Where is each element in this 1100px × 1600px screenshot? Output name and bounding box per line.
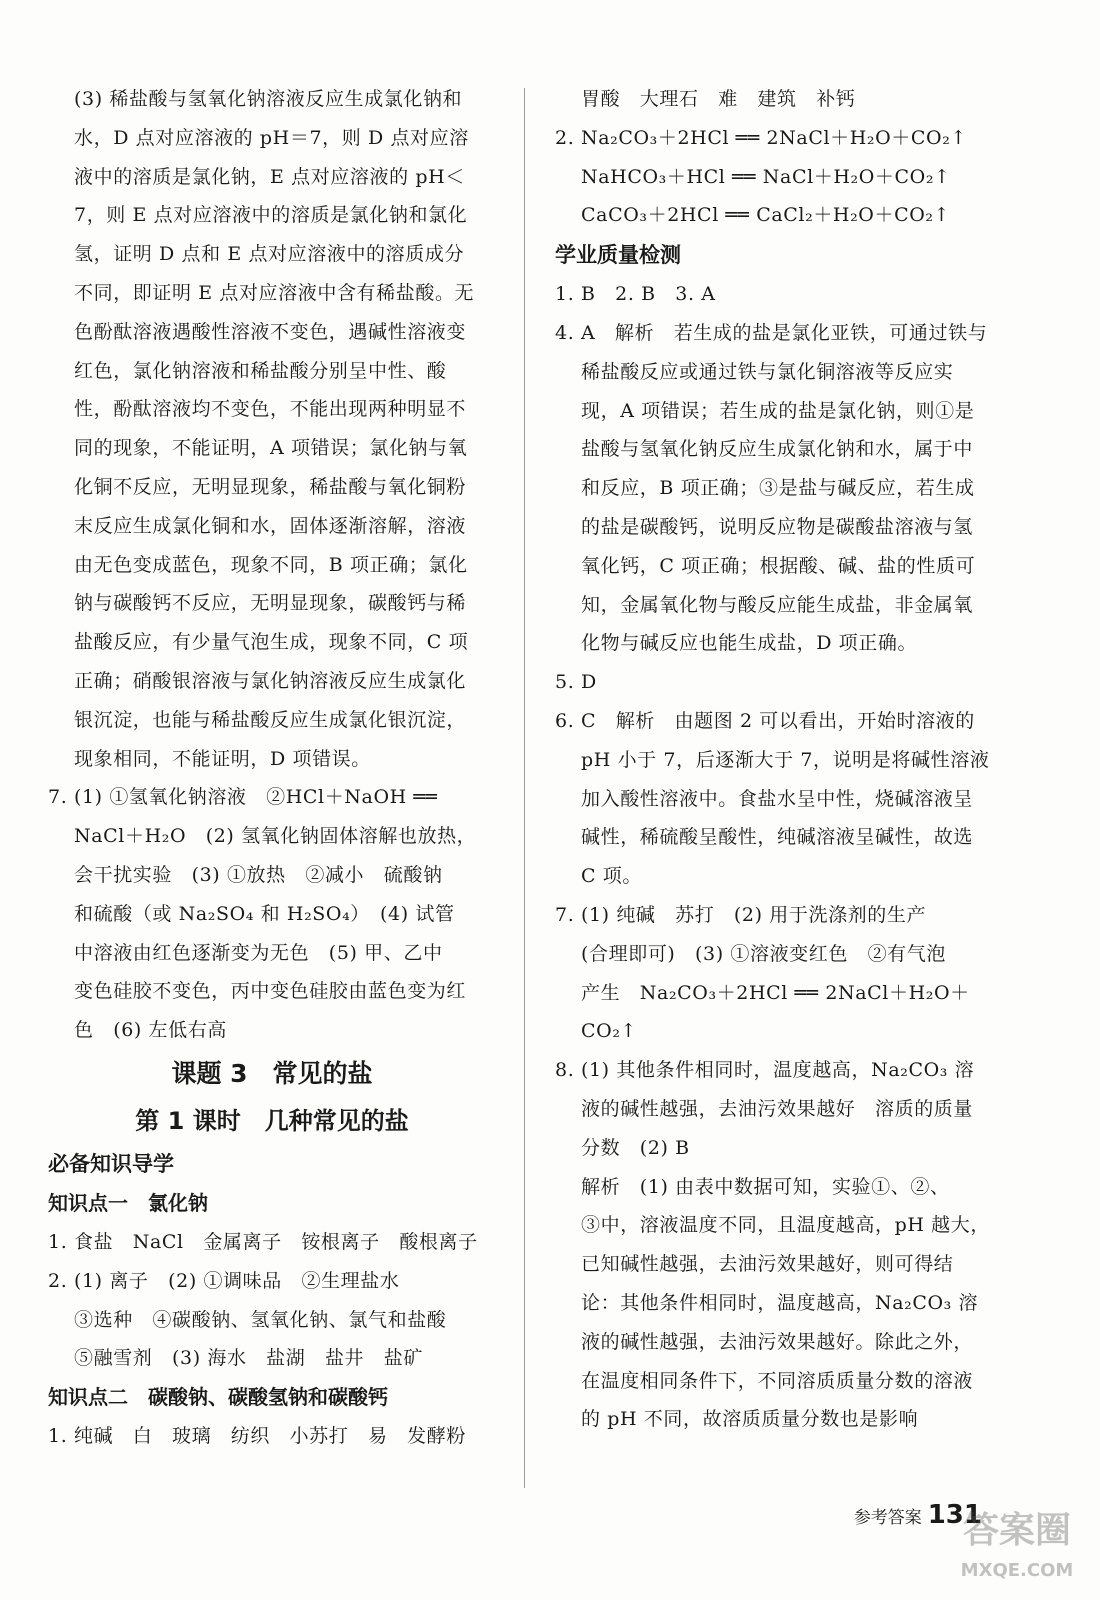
left-column [48, 80, 496, 1456]
left-text-line: 和硫酸（或 Na₂SO₄ 和 H₂SO₄） (4) 试管 [74, 902, 455, 925]
right-text-line: ③中，溶液温度不同，且温度越高，pH 越大， [581, 1214, 990, 1237]
right-text-line: 1. B 2. B 3. A [555, 283, 716, 306]
right-text-line: 已知碱性越强，去油污效果越好，则可得结 [581, 1253, 954, 1276]
left-text-line: 正确；硝酸银溶液与氯化钠溶液反应生成氯化 [74, 669, 467, 692]
right-text-line: 碱性，稀硫酸呈酸性，纯碱溶液呈碱性，故选 [581, 826, 974, 849]
left-text-line: 末反应生成氯化铜和水，固体逐渐溶解，溶液 [74, 514, 467, 537]
right-text-line: pH 小于 7，后逐渐大于 7，说明是将碱性溶液 [581, 748, 990, 771]
right-text-line: 分数 (2) B [581, 1136, 690, 1159]
left-knowledge-point-heading: 知识点一 氯化钠 [48, 1190, 208, 1215]
left-text-line: ⑤融雪剂 (3) 海水 盐湖 盐井 盐矿 [74, 1347, 423, 1370]
left-text-line: 色酚酞溶液遇酸性溶液不变色，遇碱性溶液变 [74, 320, 467, 343]
right-text-line: 在温度相同条件下，不同溶质质量分数的溶液 [581, 1369, 974, 1392]
right-text-line: 的 pH 不同，故溶质质量分数也是影响 [581, 1408, 919, 1431]
right-text-line: CaCO₃＋2HCl ══ CaCl₂＋H₂O＋CO₂↑ [581, 204, 951, 227]
watermark-url: MXQE.COM [960, 1560, 1074, 1581]
left-text-line: 红色，氯化钠溶液和稀盐酸分别呈中性、酸 [74, 359, 447, 382]
right-text-line: 产生 Na₂CO₃＋2HCl ══ 2NaCl＋H₂O＋ [581, 981, 970, 1004]
right-text-line: 解析 (1) 由表中数据可知，实验①、②、 [581, 1175, 950, 1198]
right-text-line: 液的碱性越强，去油污效果越好。除此之外， [581, 1330, 974, 1353]
right-text-line: 4. A 解析 若生成的盐是氯化亚铁，可通过铁与 [555, 321, 988, 344]
left-text-line: 同的现象，不能证明，A 项错误；氯化钠与氧 [74, 437, 468, 460]
right-text-line: C 项。 [581, 865, 642, 888]
right-text-line: 化物与碱反应也能生成盐，D 项正确。 [581, 632, 918, 655]
right-text-line: 盐酸与氢氧化钠反应生成氯化钠和水，属于中 [581, 438, 974, 461]
left-period-heading: 第 1 课时 几种常见的盐 [135, 1106, 409, 1135]
left-lesson-heading: 课题 3 常见的盐 [171, 1058, 373, 1088]
right-text-line: 现，A 项错误；若生成的盐是氯化钠，则①是 [581, 399, 975, 422]
right-text-line: 5. D [555, 671, 597, 694]
watermark-title: 答案圈 [962, 1510, 1072, 1551]
left-text-line: 1. 纯碱 白 玻璃 纺织 小苏打 易 发酵粉 [48, 1425, 466, 1448]
left-text-line: 1. 食盐 NaCl 金属离子 铵根离子 酸根离子 [48, 1230, 478, 1253]
right-text-line: CO₂↑ [581, 1020, 638, 1043]
left-text-line: 会干扰实验 (3) ①放热 ②减小 硫酸钠 [74, 863, 443, 886]
right-text-line: 加入酸性溶液中。食盐水呈中性，烧碱溶液呈 [581, 787, 974, 810]
right-text-line: 氧化钙，C 项正确；根据酸、碱、盐的性质可 [581, 554, 976, 577]
column-divider [524, 88, 525, 1488]
right-text-line: 2. Na₂CO₃＋2HCl ══ 2NaCl＋H₂O＋CO₂↑ [555, 126, 967, 149]
right-text-line: 论：其他条件相同时，温度越高，Na₂CO₃ 溶 [581, 1291, 979, 1314]
left-text-line: 中溶液由红色逐渐变为无色 (5) 甲、乙中 [74, 941, 443, 964]
right-text-line: 胃酸 大理石 难 建筑 补钙 [581, 88, 856, 110]
left-text-line: 色 (6) 左低右高 [74, 1019, 227, 1042]
right-column [555, 80, 995, 1439]
right-text-line: 液的碱性越强，去油污效果越好 溶质的质量 [581, 1097, 974, 1120]
right-section-heading: 学业质量检测 [555, 243, 681, 268]
right-text-line: 6. C 解析 由题图 2 可以看出，开始时溶液的 [555, 709, 975, 732]
left-text-line: 化铜不反应，无明显现象，稀盐酸与氧化铜粉 [74, 475, 467, 498]
right-text-line: (合理即可) (3) ①溶液变红色 ②有气泡 [581, 942, 946, 965]
left-text-line: 银沉淀，也能与稀盐酸反应生成氯化银沉淀， [74, 708, 467, 731]
left-knowledge-point-heading: 知识点二 碳酸钠、碳酸氢钠和碳酸钙 [48, 1385, 388, 1410]
left-section-heading: 必备知识导学 [48, 1151, 174, 1176]
right-text-line: 和反应，B 项正确；③是盐与碱反应，若生成 [581, 477, 975, 500]
right-text-line: 8. (1) 其他条件相同时，温度越高，Na₂CO₃ 溶 [555, 1059, 975, 1082]
right-text-line: NaHCO₃＋HCl ══ NaCl＋H₂O＋CO₂↑ [581, 165, 951, 188]
right-text-line: 的盐是碳酸钙，说明反应物是碳酸盐溶液与氢 [581, 515, 974, 538]
footer-label: 参考答案 [853, 1508, 922, 1528]
left-text-line: 液中的溶质是氯化钠，E 点对应溶液的 pH＜ [74, 165, 465, 188]
left-text-line: NaCl＋H₂O (2) 氢氧化钠固体溶解也放热， [74, 825, 477, 848]
left-text-line: (3) 稀盐酸与氢氧化钠溶液反应生成氯化钠和 [74, 88, 463, 110]
page-number: 131 [927, 1500, 982, 1530]
left-text-line: 7，则 E 点对应溶液中的溶质是氯化钠和氯化 [74, 204, 468, 227]
left-text-line: 变色硅胶不变色，丙中变色硅胶由蓝色变为红 [74, 980, 467, 1003]
left-text-line: 水，D 点对应溶液的 pH＝7，则 D 点对应溶 [74, 126, 469, 149]
right-text-line: 稀盐酸反应或通过铁与氯化铜溶液等反应实 [581, 360, 954, 383]
left-text-line: 性，酚酞溶液均不变色，不能出现两种明显不 [74, 398, 467, 421]
left-text-line: 2. (1) 离子 (2) ①调味品 ②生理盐水 [48, 1269, 400, 1292]
left-text-line: 现象相同，不能证明，D 项错误。 [74, 747, 371, 770]
right-text-line: 知，金属氧化物与酸反应能生成盐，非金属氧 [581, 593, 974, 616]
right-text-line: 7. (1) 纯碱 苏打 (2) 用于洗涤剂的生产 [555, 903, 927, 926]
left-text-line: 由无色变成蓝色，现象不同，B 项正确；氯化 [74, 553, 468, 576]
watermark-logo [942, 1490, 1092, 1590]
left-text-line: 钠与碳酸钙不反应，无明显现象，碳酸钙与稀 [74, 592, 467, 615]
left-text-line: 盐酸反应，有少量气泡生成，现象不同，C 项 [74, 631, 469, 654]
left-text-line: 氢，证明 D 点和 E 点对应溶液中的溶质成分 [74, 243, 465, 266]
left-text-line: 不同，即证明 E 点对应溶液中含有稀盐酸。无 [74, 281, 475, 304]
left-text-line: ③选种 ④碳酸钠、氢氧化钠、氯气和盐酸 [74, 1308, 447, 1331]
left-text-line: 7. (1) ①氢氧化钠溶液 ②HCl＋NaOH ══ [48, 786, 438, 809]
